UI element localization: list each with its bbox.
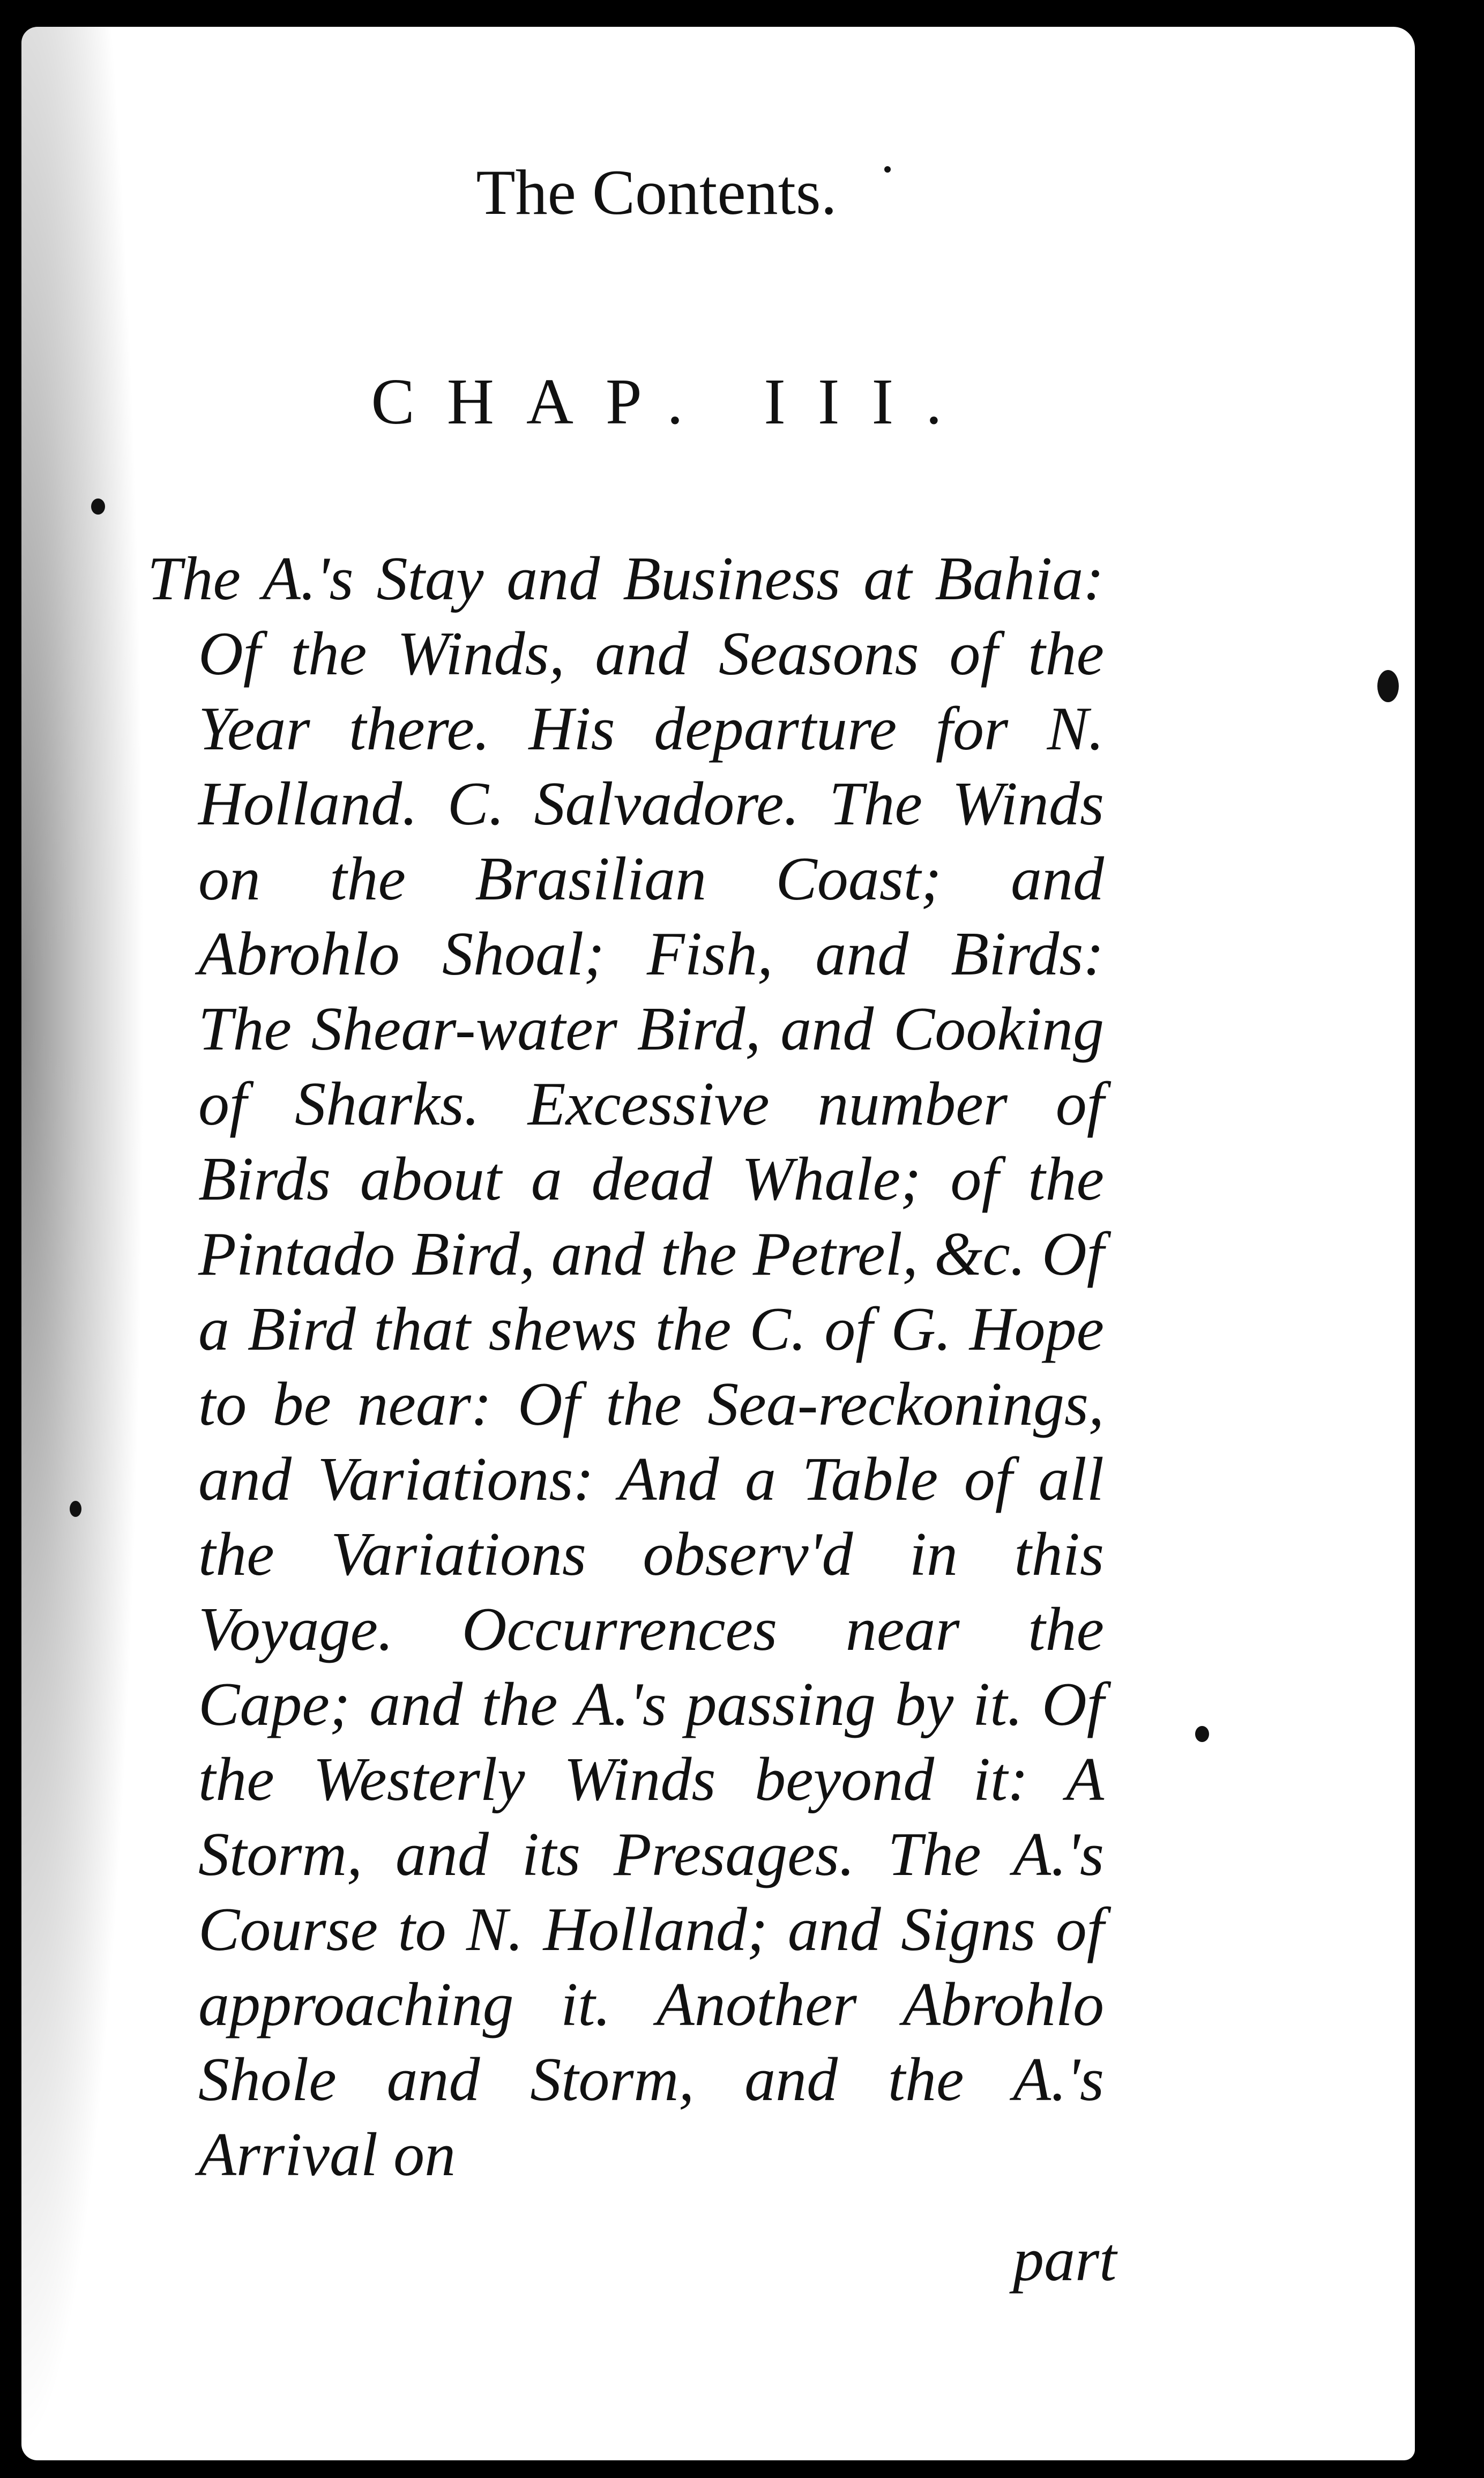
- running-head: The Contents.: [476, 157, 837, 228]
- scan-speck: [70, 1501, 81, 1517]
- scan-speck: [1377, 670, 1399, 702]
- chapter-heading: CHAP. III.: [371, 366, 974, 438]
- scan-speck: [1195, 1726, 1209, 1742]
- contents-paragraph: The A.'s Stay and Business at Bahia: Of the Winds, and Seasons of the Year there. His departure for N. Holland. C. Salvadore. The Winds on the Brasilian Coast; and Abrohlo Shoal; Fish, and Birds: The Shear-water Bird, and Cooking of Sharks. Excessive number of Birds about a dead Whale; of the Pintado Bird, and the Petrel, &c. Of a Bird that shews the C. of G. Hope to be near: Of the Sea-reckonings, and Variations: And a Table of all the Variations observ'd in this Voyage. Occurrences near the Cape; and the A.'s passing by it. Of the Westerly Winds beyond it: A Storm, and its Presages. The A.'s Course to N. Holland; and Signs of approaching it. Another Abrohlo Shole and Storm, and the A.'s Arrival on: [147, 545, 1104, 2189]
- scan-speck: [884, 166, 891, 173]
- scan-speck: [91, 498, 105, 515]
- catchword: part: [1013, 2226, 1117, 2294]
- book-page: [21, 27, 1415, 2460]
